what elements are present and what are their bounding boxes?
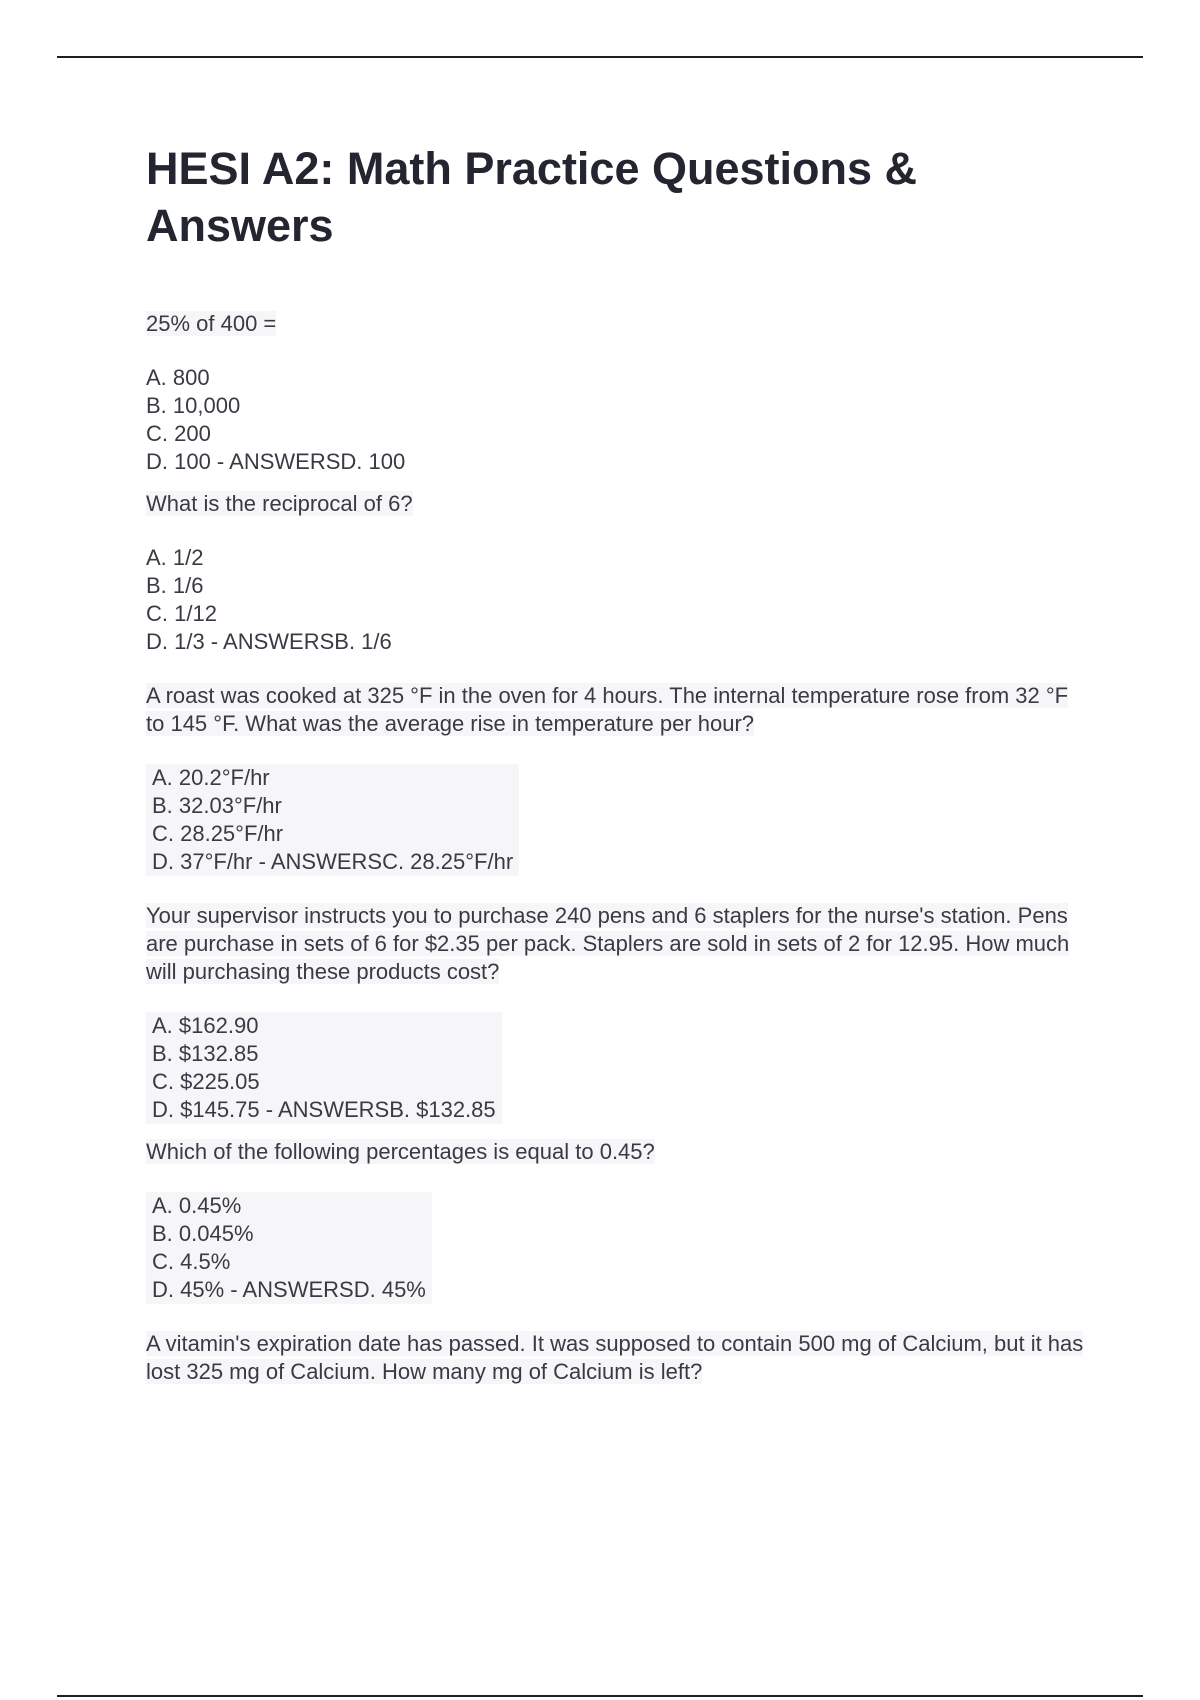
option-c: C. 28.25°F/hr <box>152 821 284 846</box>
top-rule <box>57 56 1143 58</box>
option-b: B. $132.85 <box>152 1041 259 1066</box>
option-c: C. 200 <box>146 421 211 446</box>
answer-options <box>146 544 1086 656</box>
document-body <box>146 140 1086 1386</box>
option-a: A. $162.90 <box>152 1013 259 1038</box>
option-b: B. 10,000 <box>146 393 241 418</box>
option-c: C. $225.05 <box>152 1069 260 1094</box>
option-b: B. 0.045% <box>152 1221 254 1246</box>
option-a: A. 1/2 <box>146 545 204 570</box>
answer-options <box>146 764 519 876</box>
option-a: A. 0.45% <box>152 1193 242 1218</box>
question-text-span: 25% of 400 = <box>146 311 277 336</box>
option-c: C. 1/12 <box>146 601 217 626</box>
answer-options <box>146 364 1086 476</box>
question-text <box>146 490 1086 518</box>
question-6 <box>146 1330 1086 1386</box>
question-text <box>146 682 1086 738</box>
option-d-answer: D. 45% - ANSWERSD. 45% <box>152 1277 426 1302</box>
option-a: A. 800 <box>146 365 210 390</box>
option-d-answer: D. 37°F/hr - ANSWERSC. 28.25°F/hr <box>152 849 514 874</box>
question-5 <box>146 1138 1086 1304</box>
option-a: A. 20.2°F/hr <box>152 765 270 790</box>
question-text <box>146 310 1086 338</box>
question-text <box>146 902 1086 986</box>
question-text-span: Your supervisor instructs you to purchase 240 pens and 6 staplers for the nurse's station. Pens are purchase in sets of 6 for $2.35 per pack. Staplers are sold in sets of 2 for 12.95. How much will purchasing these products cost? <box>146 903 1070 984</box>
option-d-answer: D. 1/3 - ANSWERSB. 1/6 <box>146 629 392 654</box>
document-title: HESI A2: Math Practice Questions & Answers <box>146 143 918 251</box>
answer-options <box>146 1012 502 1124</box>
option-d-answer: D. $145.75 - ANSWERSB. $132.85 <box>152 1097 496 1122</box>
question-1 <box>146 310 1086 476</box>
answer-options <box>146 1192 432 1304</box>
question-text-span: A roast was cooked at 325 °F in the oven for 4 hours. The internal temperature rose from 32 °F to 145 °F. What was the average rise in temperature per hour? <box>146 683 1069 736</box>
bottom-rule <box>57 1695 1143 1697</box>
question-2 <box>146 490 1086 656</box>
option-b: B. 32.03°F/hr <box>152 793 282 818</box>
question-text-span: Which of the following percentages is equal to 0.45? <box>146 1139 655 1164</box>
option-b: B. 1/6 <box>146 573 204 598</box>
question-3 <box>146 682 1086 876</box>
question-4 <box>146 902 1086 1124</box>
option-d-answer: D. 100 - ANSWERSD. 100 <box>146 449 406 474</box>
question-text-span: A vitamin's expiration date has passed. It was supposed to contain 500 mg of Calcium, but it has lost 325 mg of Calcium. How many mg of Calcium is left? <box>146 1331 1084 1384</box>
question-text-span: What is the reciprocal of 6? <box>146 491 413 516</box>
option-c: C. 4.5% <box>152 1249 231 1274</box>
question-text <box>146 1330 1086 1386</box>
question-text <box>146 1138 1086 1166</box>
